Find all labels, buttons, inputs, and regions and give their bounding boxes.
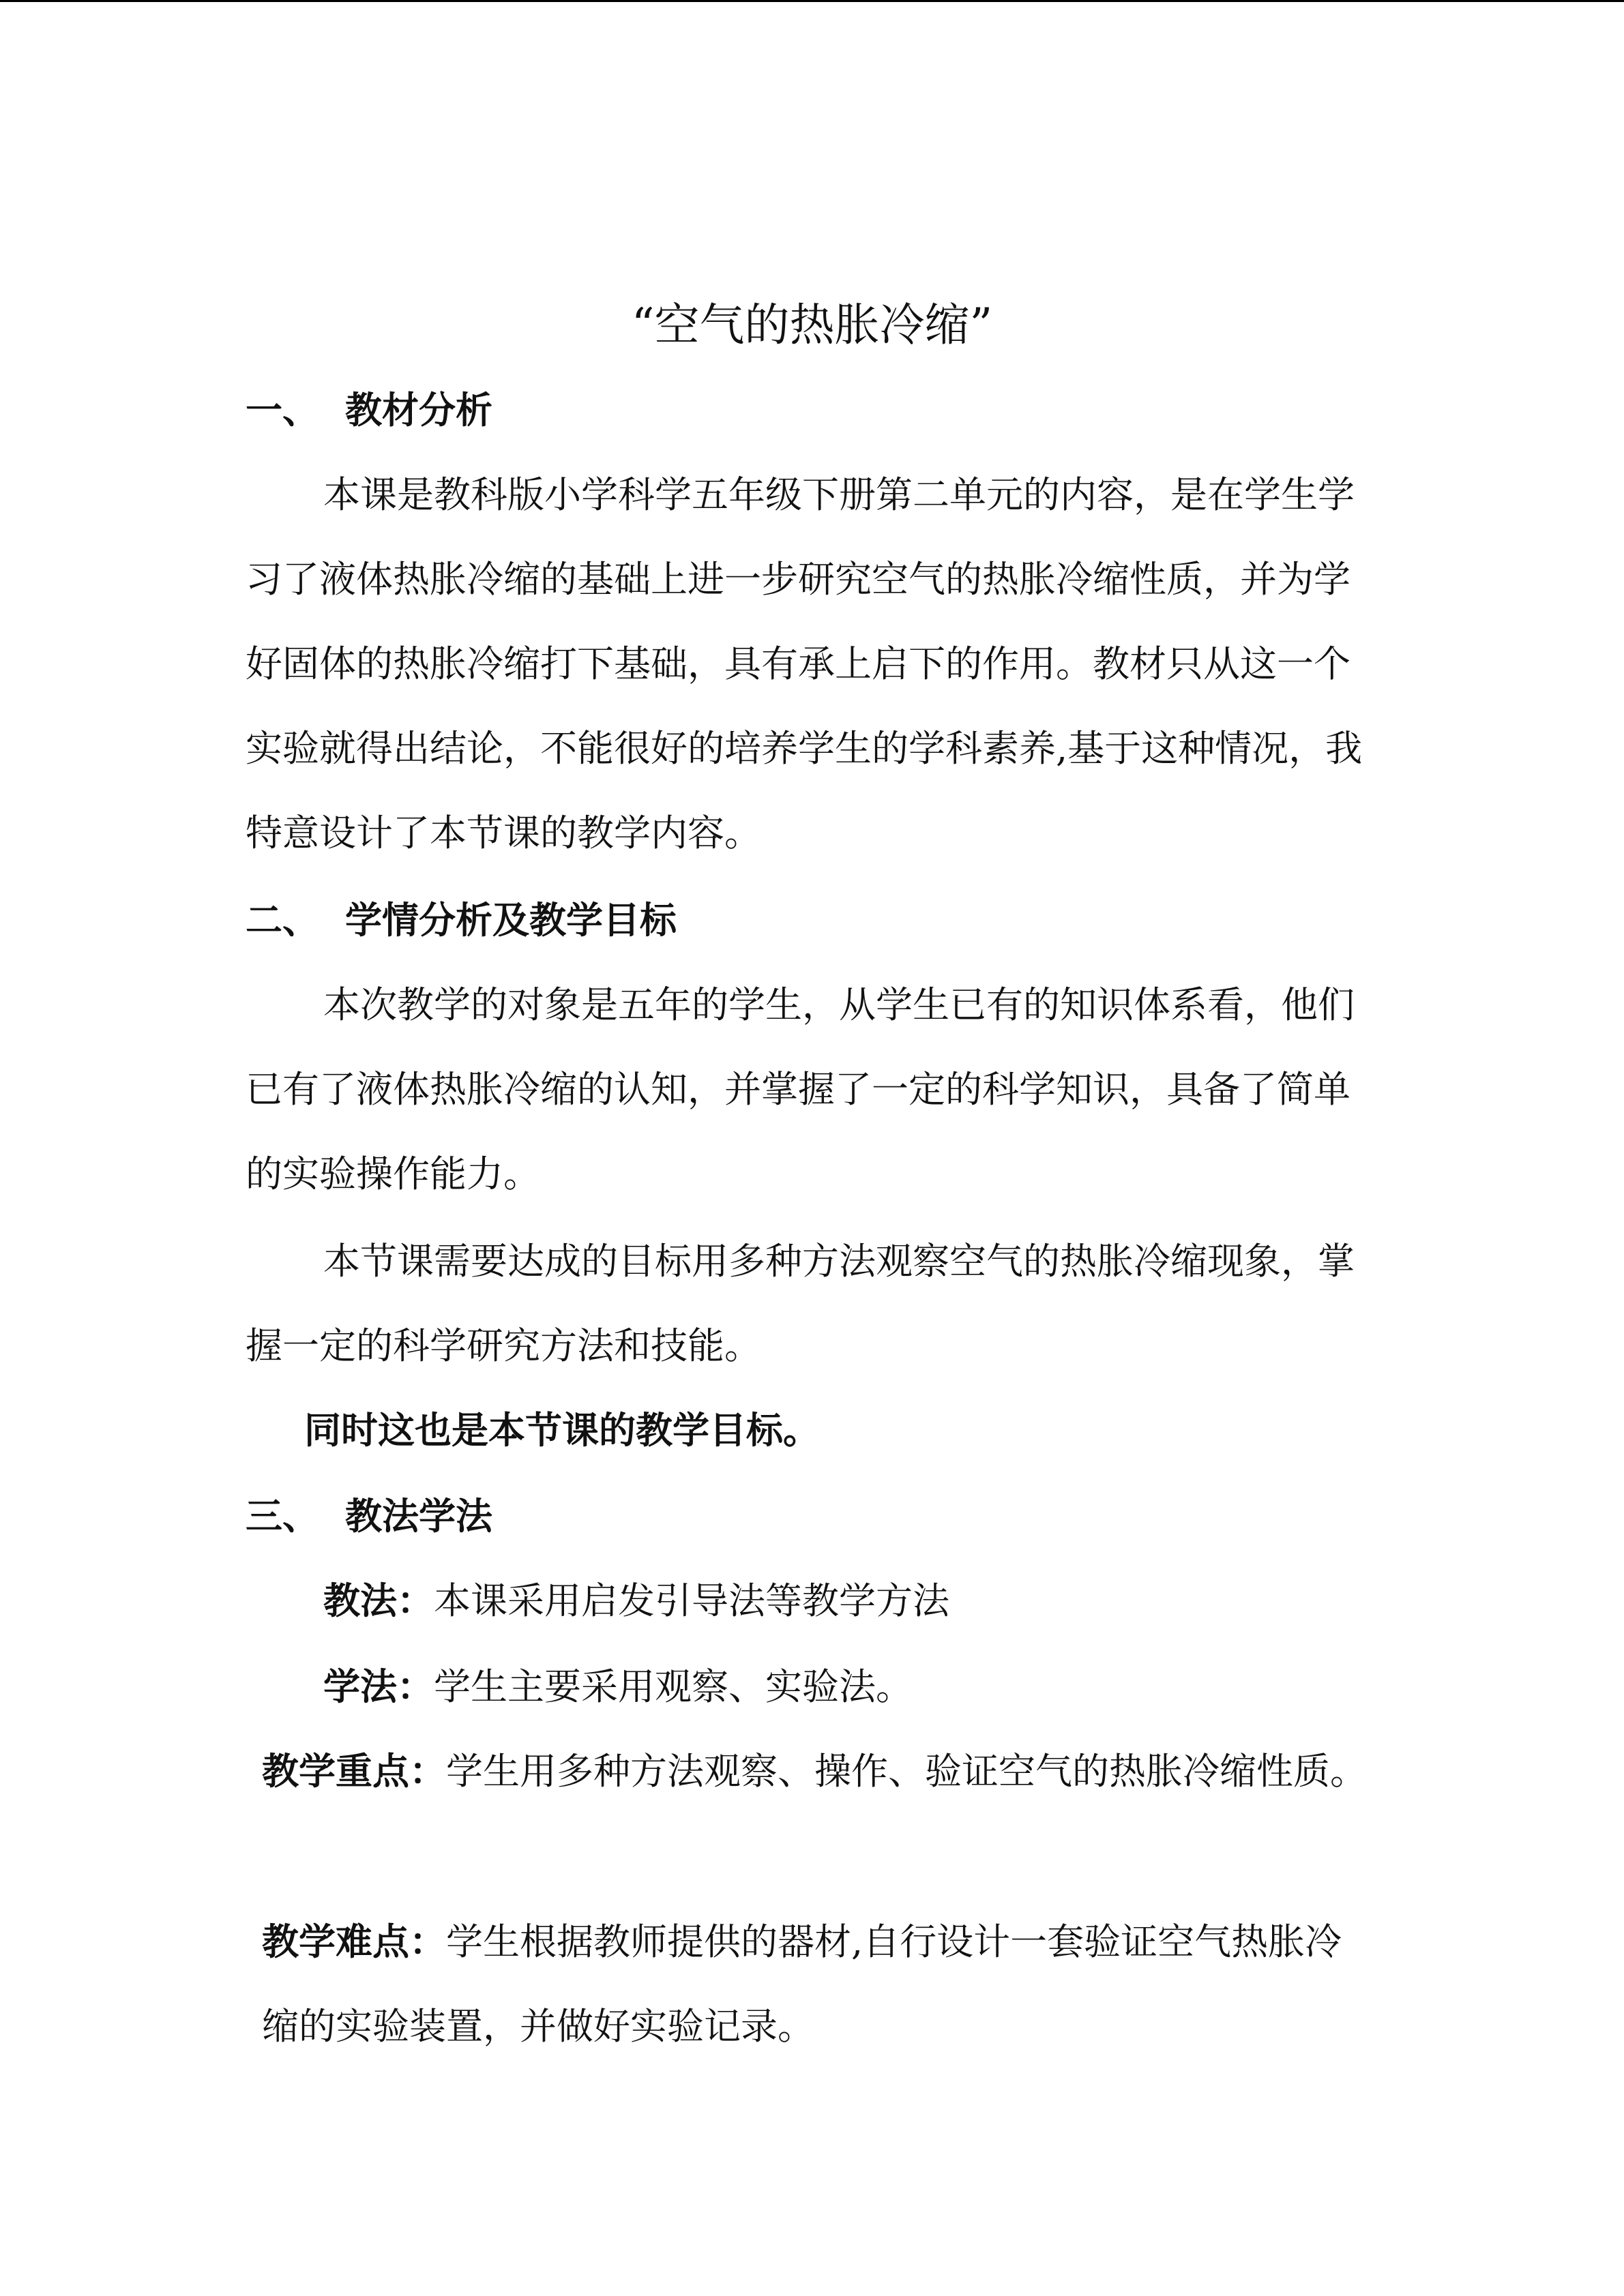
document-title: “空气的热胀冷缩”	[631, 299, 993, 351]
section-number: 二、	[246, 899, 319, 942]
learning-method-label: 学法：	[323, 1665, 434, 1708]
teaching-difficulty	[262, 1900, 1367, 2069]
learning-method-line	[323, 1661, 913, 1713]
teaching-key-point	[262, 1729, 1367, 1814]
section-heading-2	[246, 895, 677, 946]
section-title: 学情分析及教学目标	[345, 899, 677, 942]
section1-paragraph: 本课是教科版小学科学五年级下册第二单元的内容，是在学生学习了液体热胀冷缩的基础上进一步研究空气的热胀冷缩性质，并为学好固体的热胀冷缩打下基础，具有承上启下的作用。教材只从这一个实验就得出结论，不能很好的培养学生的学科素养,基于这种情况，我特意设计了本节课的教学内容。	[246, 473, 1363, 854]
teaching-goal-line: 同时这也是本节课的教学目标。	[304, 1409, 820, 1452]
teaching-method-label: 教法：	[323, 1579, 434, 1622]
teaching-method-text: 本课采用启发引导法等教学方法	[434, 1579, 949, 1622]
section-title: 教材分析	[345, 389, 492, 432]
key-point-text: 学生用多种方法观察、操作、验证空气的热胀冷缩性质。	[446, 1750, 1367, 1793]
difficulty-text: 学生根据教师提供的器材,自行设计一套验证空气热胀冷缩的实验装置，并做好实验记录。	[262, 1920, 1342, 2048]
section-number: 一、	[246, 389, 319, 432]
section2-paragraph-1: 本次教学的对象是五年的学生，从学生已有的知识体系看，他们已有了液体热胀冷缩的认知，并掌握了一定的科学知识，具备了简单的实验操作能力。	[246, 983, 1355, 1195]
section2-paragraph-2: 本节课需要达成的目标用多种方法观察空气的热胀冷缩现象，掌握一定的科学研究方法和技能。	[246, 1240, 1355, 1367]
teaching-method-line	[323, 1575, 949, 1627]
section-number: 三、	[246, 1495, 319, 1538]
section-heading-1	[246, 385, 492, 436]
section-title: 教法学法	[345, 1495, 492, 1538]
difficulty-label: 教学难点：	[262, 1920, 446, 1963]
key-point-label: 教学重点：	[262, 1750, 446, 1793]
section-heading-3	[246, 1491, 492, 1542]
learning-method-text: 学生主要采用观察、实验法。	[434, 1665, 913, 1708]
